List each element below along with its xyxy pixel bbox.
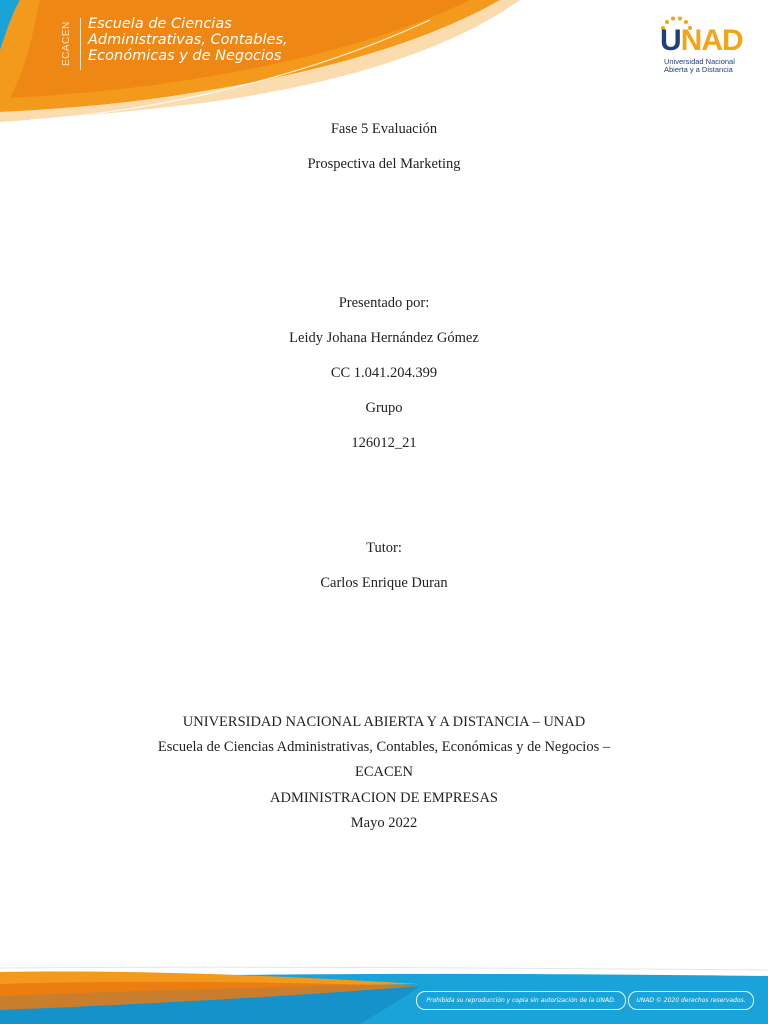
document-date: Mayo 2022 bbox=[350, 815, 418, 831]
header-banner bbox=[0, 0, 768, 130]
logo-wordmark: UNAD bbox=[660, 24, 743, 57]
ecacen-vertical-label: ECACEN bbox=[61, 21, 72, 67]
footer-banner bbox=[0, 966, 768, 1024]
unad-logo bbox=[660, 16, 750, 78]
presented-by-label: Presentado por: bbox=[338, 295, 430, 311]
footer-copyright: UNAD © 2020 derechos reservados. bbox=[628, 991, 754, 1010]
school-name-line: Económicas y de Negocios bbox=[88, 48, 282, 64]
document-phase: Fase 5 Evaluación bbox=[330, 121, 438, 137]
school-acronym: ECACEN bbox=[355, 764, 413, 780]
student-id: CC 1.041.204.399 bbox=[330, 365, 438, 381]
document-subject: Prospectiva del Marketing bbox=[307, 156, 461, 172]
logo-subtitle: Universidad Nacional Abierta y a Distancia bbox=[664, 57, 735, 74]
footer-notice: Prohibida su reproducción y copia sin autorización de la UNAD. bbox=[416, 991, 626, 1010]
school-line: Escuela de Ciencias Administrativas, Contables, Económicas y de Negocios – bbox=[157, 739, 611, 755]
group-label: Grupo bbox=[365, 400, 403, 416]
school-title-separator bbox=[80, 18, 81, 70]
tutor-name: Carlos Enrique Duran bbox=[320, 575, 448, 591]
school-name-line: Administrativas, Contables, bbox=[88, 32, 288, 48]
tutor-label: Tutor: bbox=[366, 540, 402, 556]
group-number: 126012_21 bbox=[351, 435, 417, 451]
university-name: UNIVERSIDAD NACIONAL ABIERTA Y A DISTANCIA – UNAD bbox=[182, 714, 586, 730]
school-name bbox=[88, 16, 318, 64]
program-name: ADMINISTRACION DE EMPRESAS bbox=[270, 790, 498, 806]
student-name: Leidy Johana Hernández Gómez bbox=[289, 330, 479, 346]
school-name-line: Escuela de Ciencias bbox=[88, 16, 232, 32]
